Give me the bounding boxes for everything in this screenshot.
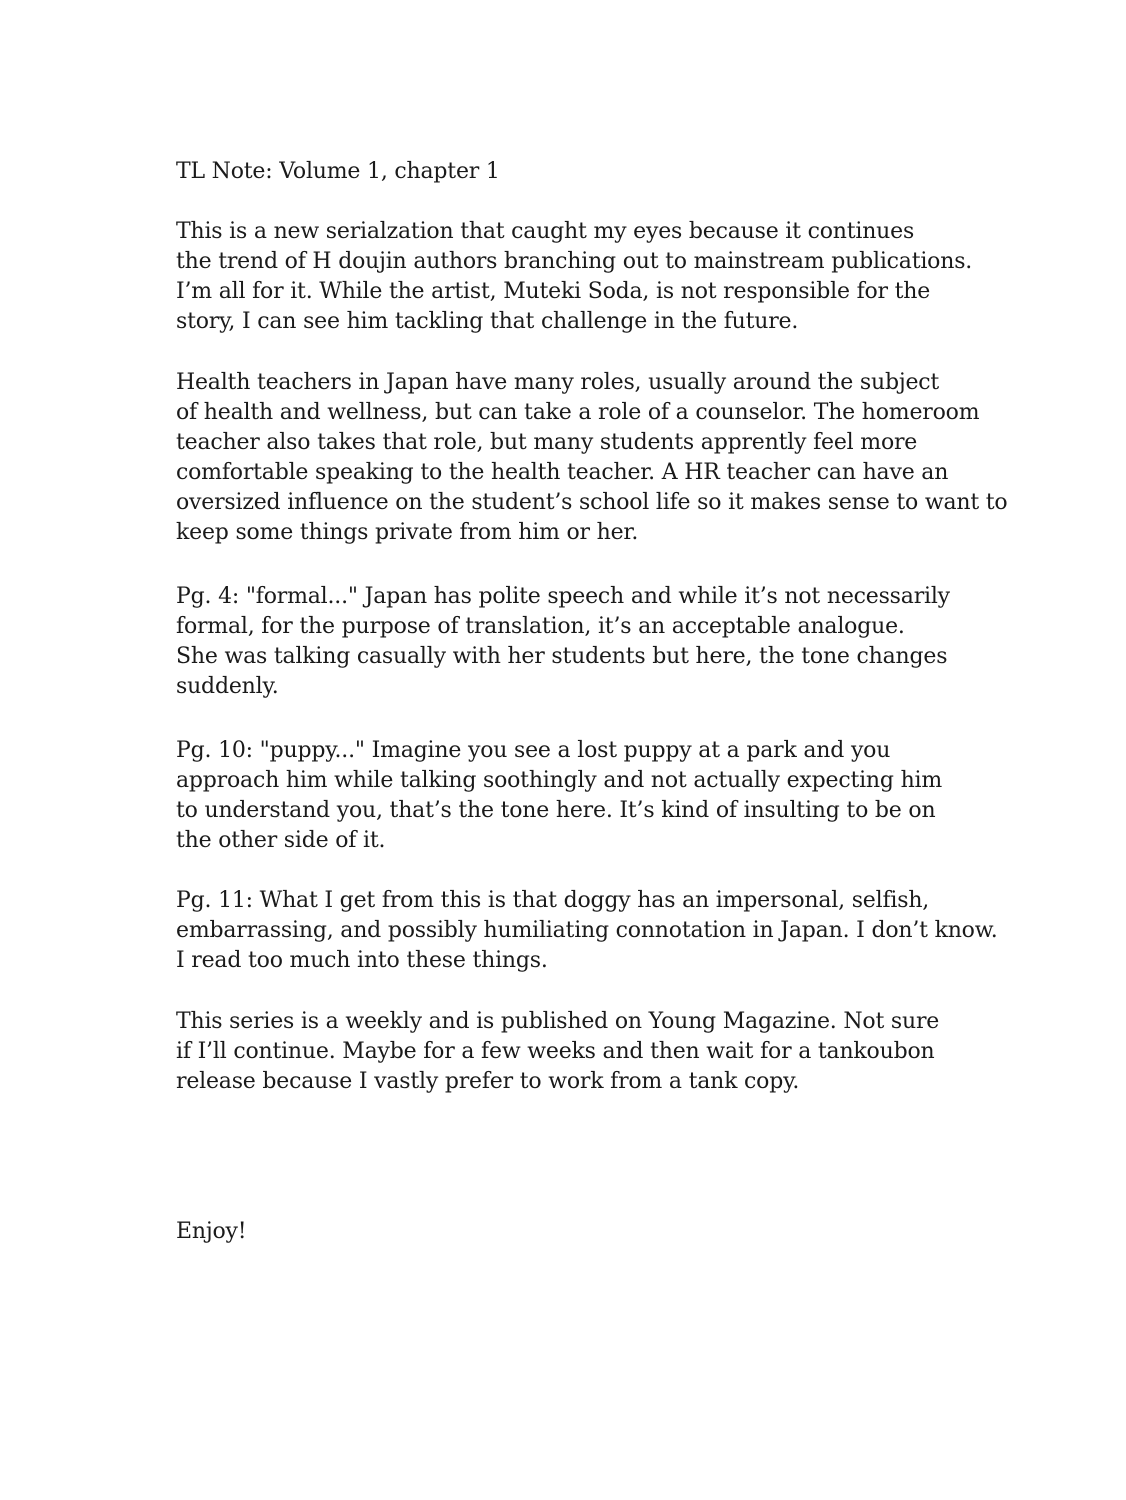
paragraph-line: approach him while talking soothingly and not actually expecting him [176, 768, 943, 793]
paragraph-line: release because I vastly prefer to work from a tank copy. [176, 1069, 800, 1094]
paragraph-line: I’m all for it. While the artist, Muteki Soda, is not responsible for the [176, 279, 931, 304]
paragraph-line: formal, for the purpose of translation, it’s an acceptable analogue. [176, 614, 905, 639]
paragraph-line: Pg. 10: "puppy..." Imagine you see a lost puppy at a park and you [176, 738, 891, 763]
paragraph-line: Pg. 4: "formal..." Japan has polite speech and while it’s not necessarily [176, 584, 950, 609]
paragraph-line: comfortable speaking to the health teacher. A HR teacher can have an [176, 460, 949, 485]
paragraph-line: Pg. 11: What I get from this is that doggy has an impersonal, selfish, [176, 888, 930, 913]
paragraph-line: keep some things private from him or her. [176, 520, 639, 545]
paragraph-line: She was talking casually with her students but here, the tone changes [176, 644, 948, 669]
document-heading [176, 157, 500, 187]
paragraph-line: I read too much into these things. [176, 948, 548, 973]
paragraph-pg10 [176, 736, 942, 856]
paragraph-line: This series is a weekly and is published on Young Magazine. Not sure [176, 1009, 940, 1034]
heading-line: TL Note: Volume 1, chapter 1 [176, 159, 500, 184]
paragraph-line: story, I can see him tackling that challenge in the future. [176, 309, 799, 334]
paragraph-line: embarrassing, and possibly humiliating connotation in Japan. I don’t know. [176, 918, 998, 943]
paragraph-line: teacher also takes that role, but many students apprently feel more [176, 430, 918, 455]
paragraph-health-teachers [176, 368, 1007, 548]
paragraph-line: to understand you, that’s the tone here. It’s kind of insulting to be on [176, 798, 936, 823]
paragraph-line: if I’ll continue. Maybe for a few weeks and then wait for a tankoubon [176, 1039, 935, 1064]
paragraph-series-info [176, 1007, 939, 1097]
paragraph-line: This is a new serialzation that caught my eyes because it continues [176, 219, 915, 244]
paragraph-line: the trend of H doujin authors branching out to mainstream publications. [176, 249, 973, 274]
paragraph-line: of health and wellness, but can take a role of a counselor. The homeroom [176, 400, 980, 425]
paragraph-pg4 [176, 582, 950, 702]
paragraph-line: the other side of it. [176, 828, 386, 853]
paragraph-pg11 [176, 886, 998, 976]
paragraph-line: Health teachers in Japan have many roles, usually around the subject [176, 370, 940, 395]
paragraph-intro [176, 217, 972, 337]
paragraph-line: suddenly. [176, 674, 279, 699]
closing-line: Enjoy! [176, 1219, 247, 1244]
closing-note [176, 1217, 246, 1247]
paragraph-line: oversized influence on the student’s school life so it makes sense to want to [176, 490, 1008, 515]
